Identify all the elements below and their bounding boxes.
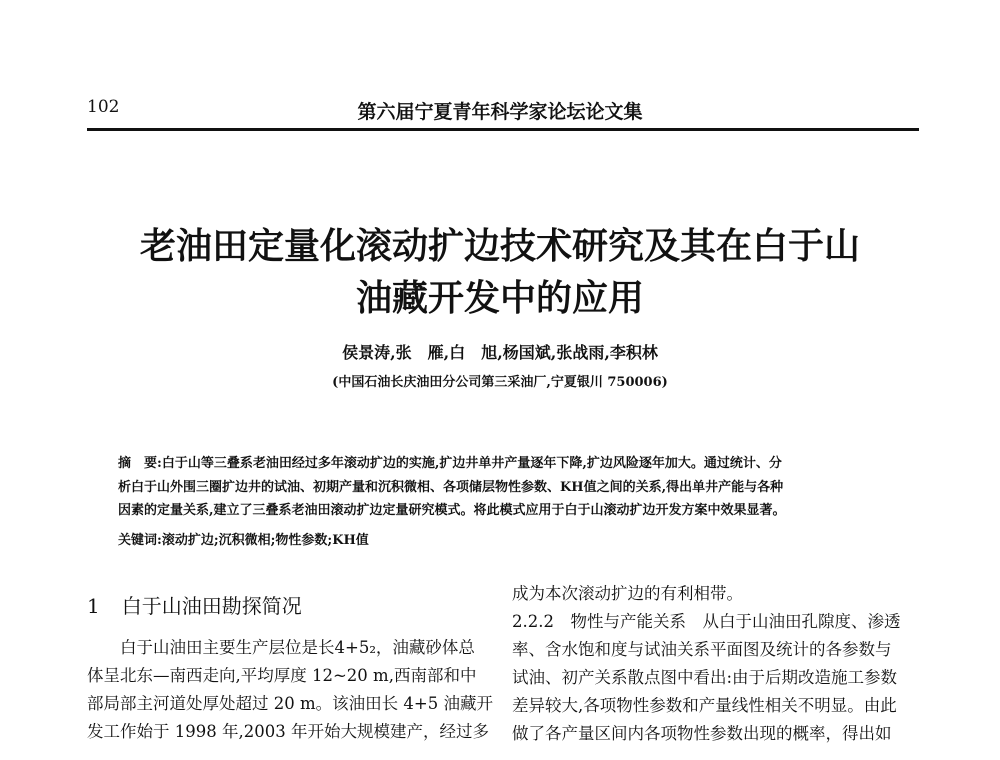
abstract [118, 452, 898, 523]
right-line: 差异较大,各项物性参数和产量线性相关不明显。由此 [512, 696, 897, 715]
paper-title [0, 220, 1000, 324]
section-title: 白于山油田勘探简况 [121, 594, 302, 618]
affiliation: (中国石油长庆油田分公司第三采油厂,宁夏银川 750006) [332, 375, 668, 390]
abstract-line-2: 析白于山外围三圈扩边井的试油、初期产量和沉积微相、各项储层物性参数、KH值之间的关系,得出单井产能与各种 [118, 479, 784, 495]
keywords [118, 529, 369, 548]
section-number: 1 [87, 594, 100, 618]
left-line: 发工作始于 1998 年,2003 年开始大规模建产，经过多 [87, 722, 489, 741]
right-line: 试油、初产关系散点图中看出:由于后期改造施工参数 [512, 668, 898, 687]
keywords-label: 关键词: [118, 533, 162, 548]
section-heading [87, 590, 302, 619]
right-line: 2.2.2 物性与产能关系 从白于山油田孔隙度、渗透 [512, 612, 901, 631]
left-line: 白于山油田主要生产层位是长4+5₂，油藏砂体总 [87, 638, 475, 657]
left-column [87, 634, 493, 746]
author-list: 侯景涛,张 雁,白 旭,杨国斌,张战雨,李积林 [342, 343, 658, 362]
abstract-line-1 [118, 452, 898, 476]
title-line-1: 老油田定量化滚动扩边技术研究及其在白于山 [139, 225, 860, 267]
header-rule [87, 128, 919, 131]
right-line: 成为本次滚动扩边的有利相带。 [512, 584, 743, 603]
abstract-text-1: 白于山等三叠系老油田经过多年滚动扩边的实施,扩边井单井产量逐年下降,扩边风险逐年加大。通过统计、分 [161, 456, 782, 471]
right-column [512, 580, 918, 748]
right-line: 率、含水饱和度与试油关系平面图及统计的各参数与 [512, 640, 892, 659]
right-line: 做了各产量区间内各项物性参数出现的概率，得出如 [512, 724, 892, 743]
title-line-2: 油藏开发中的应用 [355, 277, 644, 319]
page-number: 102 [87, 97, 120, 117]
keywords-text: 滚动扩边;沉积微相;物性参数;KH值 [161, 533, 369, 548]
abstract-line-3: 因素的定量关系,建立了三叠系老油田滚动扩边定量研究模式。将此模式应用于白于山滚动扩边开发方案中效果显著。 [118, 503, 786, 518]
running-title: 第六届宁夏青年科学家论坛论文集 [357, 101, 643, 123]
left-line: 部局部主河道处厚处超过 20 m。该油田长 4+5 油藏开 [87, 694, 493, 713]
left-line: 体呈北东—南西走向,平均厚度 12~20 m,西南部和中 [87, 666, 477, 685]
abstract-label: 摘 要: [118, 456, 162, 471]
